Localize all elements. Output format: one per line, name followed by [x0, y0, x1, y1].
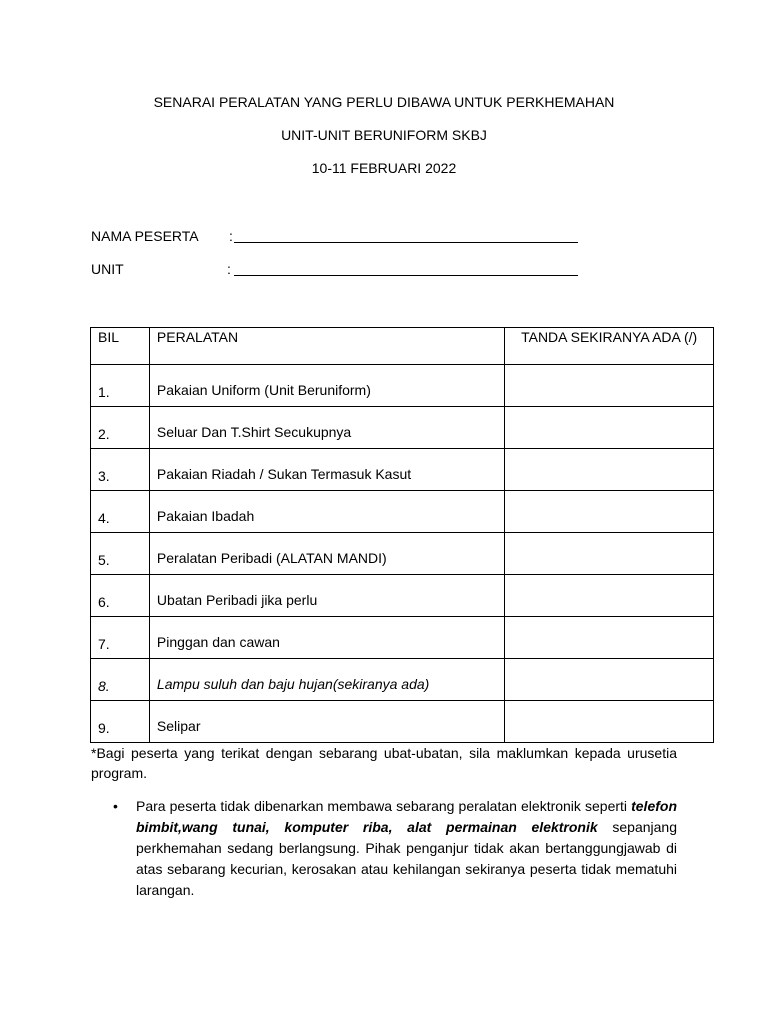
document-date: 10-11 FEBRUARI 2022	[311, 160, 457, 176]
row-number: 4.	[91, 491, 150, 533]
name-field-colon: :	[229, 228, 233, 244]
unit-field-colon: :	[227, 261, 231, 277]
rule-text-emphasis: telefon bimbit,wang tunai, komputer riba, alat permainan elektronik	[136, 798, 677, 835]
row-check-cell[interactable]	[505, 365, 714, 407]
row-check-cell[interactable]	[505, 533, 714, 575]
row-number: 5.	[91, 533, 150, 575]
row-check-cell[interactable]	[505, 575, 714, 617]
row-number: 7.	[91, 617, 150, 659]
table-row	[91, 575, 714, 617]
row-item: Pakaian Riadah / Sukan Termasuk Kasut	[149, 449, 504, 491]
table-row	[91, 407, 714, 449]
row-item: Selipar	[149, 701, 504, 743]
row-item: Pakaian Ibadah	[149, 491, 504, 533]
table-header-row	[91, 328, 714, 365]
row-number: 2.	[91, 407, 150, 449]
table-row	[91, 449, 714, 491]
column-header-bil: BIL	[91, 328, 150, 365]
document-title: SENARAI PERALATAN YANG PERLU DIBAWA UNTUK PERKHEMAHAN	[153, 94, 615, 110]
table-row	[91, 491, 714, 533]
table-row	[91, 659, 714, 701]
name-field-label: NAMA PESERTA	[91, 228, 199, 244]
row-check-cell[interactable]	[505, 701, 714, 743]
row-item: Ubatan Peribadi jika perlu	[149, 575, 504, 617]
row-number: 9.	[91, 701, 150, 743]
table-row	[91, 533, 714, 575]
row-number: 8.	[91, 659, 150, 701]
equipment-table	[90, 327, 714, 743]
electronics-rule-paragraph	[136, 796, 677, 901]
name-field-blank-line[interactable]	[234, 242, 578, 243]
row-number: 3.	[91, 449, 150, 491]
row-number: 1.	[91, 365, 150, 407]
row-check-cell[interactable]	[505, 407, 714, 449]
row-item: Peralatan Peribadi (ALATAN MANDI)	[149, 533, 504, 575]
row-check-cell[interactable]	[505, 659, 714, 701]
bullet-marker: •	[113, 798, 118, 814]
table-row	[91, 701, 714, 743]
row-item: Pakaian Uniform (Unit Beruniform)	[149, 365, 504, 407]
rule-text-end: sepanjang perkhemahan sedang berlangsung. Pihak penganjur tidak akan bertanggungjawab di atas sebarang kecurian, kerosakan atau kehilangan sekiranya peserta tidak mematuhi larangan.	[136, 819, 677, 898]
row-item: Pinggan dan cawan	[149, 617, 504, 659]
row-item: Lampu suluh dan baju hujan(sekiranya ada)	[149, 659, 504, 701]
rule-text-start: Para peserta tidak dibenarkan membawa sebarang peralatan elektronik seperti	[136, 798, 632, 814]
column-header-tanda: TANDA SEKIRANYA ADA (/)	[505, 328, 714, 365]
row-number: 6.	[91, 575, 150, 617]
row-check-cell[interactable]	[505, 449, 714, 491]
row-check-cell[interactable]	[505, 491, 714, 533]
document-subtitle: UNIT-UNIT BERUNIFORM SKBJ	[281, 127, 487, 143]
table-row	[91, 617, 714, 659]
medication-note: *Bagi peserta yang terikat dengan sebarang ubat-ubatan, sila maklumkan kepada urusetia program.	[91, 745, 677, 781]
table-row	[91, 365, 714, 407]
unit-field-blank-line[interactable]	[234, 275, 578, 276]
row-item: Seluar Dan T.Shirt Secukupnya	[149, 407, 504, 449]
column-header-peralatan: PERALATAN	[149, 328, 504, 365]
unit-field-label: UNIT	[91, 261, 124, 277]
row-check-cell[interactable]	[505, 617, 714, 659]
